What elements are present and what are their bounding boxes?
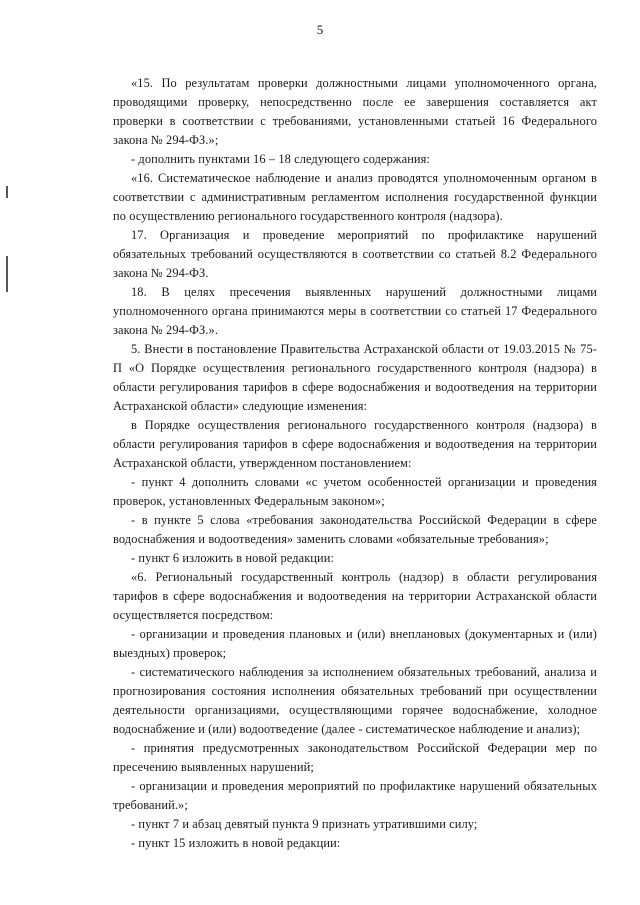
paragraph-list-item: - организации и проведения мероприятий по профилактике нарушений обязательных требований.»;	[113, 779, 597, 812]
paragraph-list-item: - принятия предусмотренных законодательством Российской Федерации мер по пресечению выявленных нарушений;	[113, 741, 597, 774]
paragraph-amend-item-4: - пункт 4 дополнить словами «с учетом особенностей организации и проведения проверок, установленных Федеральным законом»;	[113, 475, 597, 508]
paragraph-amend-item-7: - пункт 7 и абзац девятый пункта 9 признать утратившими силу;	[131, 817, 478, 831]
paragraph-amend-item-6: - пункт 6 изложить в новой редакции:	[131, 551, 335, 565]
page-number: 5	[316, 22, 324, 37]
paragraph-list-item: - систематического наблюдения за исполнением обязательных требований, анализа и прогнозирования состояния исполнения обязательных требований при осуществлении деятельности организациями, осуществляющими горячее водоснабжение, холодное водоснабжение и (или) водоотведение (далее - систематическое наблюдение и анализ);	[113, 665, 597, 736]
paragraph-order: в Порядке осуществления регионального государственного контроля (надзора) в области регулирования тарифов в сфере водоснабжения и водоотведения на территории Астраханской области, утвержденном постановлением:	[113, 418, 597, 470]
document-body	[113, 74, 597, 853]
paragraph-list-item: - организации и проведения плановых и (или) внеплановых (документарных и (или) выездных) проверок;	[113, 627, 597, 660]
paragraph-item-18: 18. В целях пресечения выявленных нарушений должностными лицами уполномоченного органа принимаются меры в соответствии со статьей 17 Федерального закона № 294-ФЗ.».	[113, 285, 597, 337]
paragraph-item-16	[113, 169, 597, 226]
text-segment: «16. Систематическое наблюдение и анализ проводятся	[131, 171, 439, 185]
scan-margin-mark	[6, 256, 8, 292]
paragraph-new-item-6: «6. Региональный государственный контроль (надзор) в области регулирования тарифов в сфере водоснабжения и водоотведения на территории Астраханской области осуществляется посредством:	[113, 570, 597, 622]
paragraph-section-5: 5. Внести в постановление Правительства Астраханской области от 19.03.2015 № 75-П «О Порядке осуществления регионального государственного контроля (надзора) в области регулирования тарифов в сфере водоснабжения и водоотведения на территории Астраханской области» следующие изменения:	[113, 342, 597, 413]
scan-margin-mark	[6, 186, 8, 198]
paragraph-item-17: 17. Организация и проведение мероприятий по профилактике нарушений обязательных требований осуществляются в соответствии со статьей 8.2 Федерального закона № 294-ФЗ.	[113, 228, 597, 280]
text-segment: уполномоченным органом в соответствии с административным регламентом исполнения государственной функции по осуществлению регионального государственного контроля (надзора).	[113, 171, 597, 223]
paragraph-amend-item-5: - в пункте 5 слова «требования законодательства Российской Федерации в сфере водоснабжения и водоотведения» заменить словами «обязательные требования»;	[113, 513, 597, 546]
paragraph-item-15: «15. По результатам проверки должностными лицами уполномоченного органа, проводящими проверку, непосредственно после ее завершения составляется акт проверки в соответствии с требованиями, установленными статьей 16 Федерального закона № 294-ФЗ.»;	[113, 76, 597, 147]
paragraph-amend-item-15: - пункт 15 изложить в новой редакции:	[131, 836, 341, 850]
paragraph-add-items: - дополнить пунктами 16 – 18 следующего содержания:	[131, 152, 430, 166]
